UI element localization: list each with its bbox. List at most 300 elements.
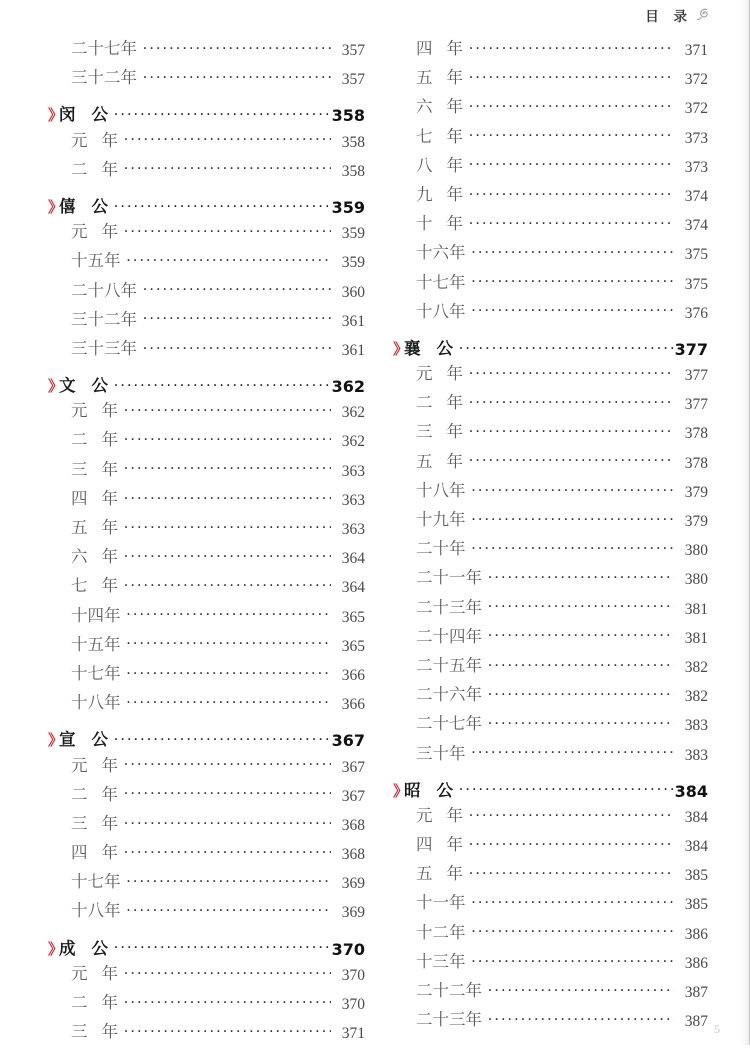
entry-title [404, 123, 463, 147]
section-marker-icon: 》 [393, 781, 409, 800]
dot-leader [143, 281, 331, 297]
right-column [375, 36, 750, 1048]
toc-entry-row[interactable] [48, 336, 365, 365]
page-number: 374 [684, 217, 708, 235]
entry-title [404, 35, 463, 59]
toc-entry-row[interactable] [48, 307, 365, 336]
dot-leader [488, 685, 674, 701]
entry-title: 二十七年 [71, 39, 137, 58]
dot-leader [472, 744, 675, 760]
toc-entry-row[interactable] [48, 36, 365, 65]
section-marker-icon: 》 [48, 106, 64, 125]
title-glyph: 年 [446, 393, 463, 413]
toc-entry-row[interactable] [393, 507, 708, 536]
page-number: 376 [684, 304, 708, 322]
entry-title: 三十二年 [71, 68, 137, 88]
page-number: 371 [341, 1025, 365, 1043]
toc-entry-row[interactable] [393, 211, 708, 240]
entry-title [59, 752, 118, 776]
page-number: 381 [684, 600, 708, 618]
page-number: 379 [684, 513, 708, 530]
toc-entry-row[interactable] [48, 248, 365, 277]
dot-leader [124, 964, 331, 980]
title-glyph: 成 [59, 938, 76, 958]
title-glyph: 二 [71, 784, 88, 804]
entry-title: 十五年 [71, 634, 121, 654]
title-glyph: 年 [101, 784, 118, 804]
page-title: 目 录 [645, 9, 692, 25]
title-glyph: 年 [101, 130, 118, 150]
toc-entry-row[interactable] [48, 898, 365, 927]
dot-leader [488, 981, 674, 997]
dot-leader [472, 923, 675, 939]
entry-title: 十八年 [416, 301, 466, 321]
title-glyph: 年 [101, 459, 118, 479]
toc-entry-row[interactable] [393, 653, 708, 682]
dot-leader [469, 156, 674, 172]
entry-title: 十二年 [416, 922, 466, 942]
entry-title: 十六年 [416, 243, 466, 263]
title-glyph: 年 [446, 214, 463, 234]
toc-entry-row[interactable] [393, 832, 708, 861]
dot-leader [488, 714, 674, 730]
title-glyph: 年 [446, 451, 463, 471]
page-number: 373 [684, 158, 708, 176]
title-glyph: 年 [101, 222, 118, 242]
page-number: 373 [684, 129, 708, 147]
toc-entry-row[interactable] [48, 690, 365, 719]
title-glyph: 年 [101, 488, 118, 508]
toc-entry-row[interactable] [393, 36, 708, 65]
page-number: 386 [684, 954, 708, 972]
entry-title: 十七年 [71, 872, 121, 892]
entry-title [404, 64, 463, 88]
page-number: 380 [684, 542, 708, 560]
dot-leader [488, 656, 674, 672]
page-number: 364 [341, 550, 365, 568]
title-glyph: 公 [91, 730, 108, 750]
toc-entry-row[interactable] [48, 840, 365, 869]
dot-leader [124, 430, 331, 446]
toc-entry-row[interactable] [393, 624, 708, 653]
dot-leader [469, 864, 674, 880]
title-glyph: 五 [416, 68, 433, 88]
page-number: 378 [684, 425, 708, 443]
title-glyph: 闵 [59, 105, 76, 125]
page-number: 380 [684, 571, 708, 589]
toc-entry-row[interactable] [48, 869, 365, 898]
title-glyph: 十 [416, 214, 433, 234]
toc-entry-row[interactable] [393, 449, 708, 478]
left-column [0, 36, 375, 1048]
page-number: 385 [684, 896, 708, 914]
title-glyph: 年 [446, 805, 463, 825]
title-glyph: 元 [71, 130, 88, 150]
toc-entry-row[interactable] [393, 536, 708, 565]
dot-leader [143, 310, 331, 326]
dot-leader [124, 843, 331, 859]
toc-entry-row[interactable] [48, 603, 365, 632]
dot-leader [459, 339, 674, 355]
title-glyph: 年 [101, 843, 118, 863]
dot-leader [127, 635, 332, 651]
entry-title [404, 448, 463, 472]
dot-leader [127, 693, 332, 709]
title-glyph: 年 [101, 430, 118, 450]
dot-leader [469, 393, 674, 409]
dot-leader [124, 814, 331, 830]
entry-title: 二十年 [416, 539, 466, 559]
toc-entry-row[interactable] [393, 949, 708, 978]
dot-leader [124, 160, 331, 176]
toc-entry-row[interactable] [393, 94, 708, 123]
page-number: 384 [684, 838, 708, 856]
entry-title [404, 152, 463, 176]
page-number: 374 [684, 187, 708, 205]
entry-title [59, 426, 118, 450]
dot-leader [127, 251, 332, 267]
page-number: 384 [684, 808, 708, 826]
entry-title: 十一年 [416, 893, 466, 913]
dot-leader [124, 1022, 331, 1038]
entry-title [59, 1018, 118, 1042]
entry-title [59, 485, 118, 509]
toc-entry-row[interactable] [393, 803, 708, 832]
dot-leader [124, 131, 331, 147]
toc-entry-row[interactable] [393, 595, 708, 624]
dot-leader [124, 785, 331, 801]
entry-title: 二十七年 [416, 714, 482, 734]
title-glyph: 年 [446, 39, 463, 58]
title-glyph: 年 [101, 401, 118, 421]
toc-entry-row[interactable] [48, 515, 365, 544]
dot-leader [469, 39, 674, 55]
entry-title: 二十二年 [416, 981, 482, 1000]
toc-entry-row[interactable] [48, 573, 365, 602]
entry-title [59, 781, 118, 805]
running-header [645, 5, 712, 25]
toc-entry-row[interactable] [48, 278, 365, 307]
page-number: 386 [684, 925, 708, 943]
toc-entry-row[interactable] [48, 486, 365, 515]
page-number: 363 [341, 491, 365, 509]
toc-entry-row[interactable] [48, 753, 365, 782]
entry-title [404, 389, 463, 413]
section-marker-icon: 》 [48, 731, 64, 750]
dot-leader [469, 97, 674, 113]
toc-entry-row[interactable] [48, 544, 365, 573]
title-glyph: 元 [71, 401, 88, 421]
entry-title [59, 127, 118, 151]
dot-leader [114, 376, 331, 392]
page-number: 381 [684, 629, 708, 647]
dot-leader [459, 781, 674, 797]
page-number: 358 [341, 133, 365, 151]
dot-leader [124, 460, 331, 476]
entry-title: 二十三年 [416, 597, 482, 617]
page-number: 359 [331, 197, 365, 217]
section-marker-icon: 》 [393, 339, 409, 358]
title-glyph: 年 [101, 813, 118, 833]
title-glyph: 僖 [59, 196, 76, 216]
entry-title: 十七年 [71, 663, 121, 683]
page-number: 383 [684, 717, 708, 735]
toc-entry-row[interactable] [393, 419, 708, 448]
dot-leader [124, 518, 331, 534]
page-number: 383 [684, 746, 708, 764]
page-number: 362 [341, 404, 365, 422]
title-glyph: 元 [416, 805, 433, 825]
toc-entry-row[interactable] [393, 861, 708, 890]
entry-title [404, 210, 463, 234]
page-number: 378 [684, 454, 708, 472]
page-number: 385 [684, 867, 708, 885]
title-glyph: 公 [91, 196, 108, 216]
dot-leader [472, 510, 675, 526]
page-number: 365 [341, 637, 365, 655]
entry-title: 二十四年 [416, 626, 482, 646]
entry-title [59, 543, 118, 567]
entry-title: 二十一年 [416, 568, 482, 588]
title-glyph: 二 [416, 393, 433, 413]
title-glyph: 元 [71, 963, 88, 983]
page-number: 372 [684, 100, 708, 118]
toc-entry-row[interactable] [393, 920, 708, 949]
toc-entry-row[interactable] [48, 632, 365, 661]
entry-title [59, 514, 118, 538]
dot-leader [124, 993, 331, 1009]
title-glyph: 七 [71, 576, 88, 596]
title-glyph: 年 [446, 864, 463, 884]
entry-title: 三十二年 [71, 309, 137, 329]
page-number: 377 [674, 339, 708, 359]
entry-title: 二十三年 [416, 1010, 482, 1030]
title-glyph: 年 [446, 422, 463, 442]
entry-title: 二十八年 [71, 280, 137, 300]
dot-leader [472, 481, 675, 497]
entry-title [59, 989, 118, 1013]
dot-leader [124, 547, 331, 563]
dot-leader [469, 185, 674, 201]
toc-entry-row[interactable] [393, 153, 708, 182]
title-glyph: 年 [101, 518, 118, 537]
page-number: 368 [341, 846, 365, 864]
page-number: 367 [341, 758, 365, 776]
section-marker-icon: 》 [48, 939, 64, 958]
dot-leader [469, 835, 674, 851]
dot-leader [472, 539, 675, 555]
entry-title: 三十三年 [71, 338, 137, 358]
toc-entry-row[interactable] [393, 1007, 708, 1036]
entry-title [59, 839, 118, 863]
toc-entry-row[interactable] [393, 890, 708, 919]
toc-entry-row[interactable] [393, 978, 708, 1007]
title-glyph: 八 [416, 155, 433, 175]
dot-leader [124, 222, 331, 238]
toc-entry-row[interactable] [48, 427, 365, 456]
page-number: 387 [684, 984, 708, 1001]
section-title [404, 777, 453, 801]
title-glyph: 五 [71, 518, 88, 537]
page-number: 369 [341, 875, 365, 893]
toc-entry-row[interactable] [393, 361, 708, 390]
toc-entry-row[interactable] [48, 661, 365, 690]
page-number: 375 [684, 275, 708, 293]
section-title [59, 101, 108, 125]
page-number: 387 [684, 1013, 708, 1031]
page-number: 382 [684, 658, 708, 676]
toc-entry-row[interactable] [393, 565, 708, 594]
dot-leader [124, 576, 331, 592]
entry-title [404, 831, 463, 855]
section-marker-icon: 》 [48, 377, 64, 396]
entry-title [59, 960, 118, 984]
title-glyph: 三 [416, 422, 433, 442]
page-number: 361 [341, 312, 365, 330]
section-title [404, 335, 453, 359]
dot-leader [469, 127, 674, 143]
entry-title: 三十年 [416, 743, 466, 763]
entry-title [404, 860, 463, 884]
title-glyph: 年 [446, 97, 463, 117]
title-glyph: 年 [446, 184, 463, 204]
page-number: 375 [684, 246, 708, 264]
toc-entry-row[interactable] [48, 961, 365, 990]
entry-title: 十八年 [71, 693, 121, 713]
toc-entry-row[interactable] [48, 811, 365, 840]
swirl-ornament-icon [695, 7, 712, 24]
page-number: 359 [341, 225, 365, 243]
toc-entry-row[interactable] [393, 478, 708, 507]
page-number: 369 [341, 904, 365, 922]
dot-leader [469, 452, 674, 468]
page-number: 357 [341, 71, 365, 89]
dot-leader [472, 302, 675, 318]
title-glyph: 二 [71, 159, 88, 179]
title-glyph: 年 [101, 159, 118, 179]
entry-title [404, 93, 463, 117]
page-number: 359 [341, 254, 365, 272]
entry-title [59, 218, 118, 242]
title-glyph: 元 [71, 222, 88, 242]
entry-title: 十七年 [416, 272, 466, 292]
title-glyph: 年 [446, 68, 463, 88]
page-number: 363 [341, 462, 365, 480]
title-glyph: 二 [71, 993, 88, 1012]
dot-leader [127, 872, 332, 888]
dot-leader [127, 901, 332, 917]
title-glyph: 年 [446, 155, 463, 175]
entry-title [59, 572, 118, 596]
toc-entry-row[interactable] [48, 457, 365, 486]
title-glyph: 三 [71, 1022, 88, 1042]
page-number: 367 [341, 787, 365, 805]
title-glyph: 四 [71, 843, 88, 863]
title-glyph: 年 [101, 755, 118, 775]
dot-leader [469, 68, 674, 84]
title-glyph: 四 [416, 835, 433, 855]
title-glyph: 公 [91, 105, 108, 125]
dot-leader [143, 68, 331, 84]
page-number: 379 [684, 483, 708, 501]
title-glyph: 年 [446, 364, 463, 384]
entry-title: 十九年 [416, 510, 466, 529]
toc-entry-row[interactable] [393, 124, 708, 153]
dot-leader [472, 893, 675, 909]
dot-leader [124, 401, 331, 417]
section-title [59, 726, 108, 750]
toc-entry-row[interactable] [48, 782, 365, 811]
page-number: 364 [341, 579, 365, 597]
page-number: 361 [341, 341, 365, 359]
page-number: 363 [341, 521, 365, 538]
toc-entry-row[interactable] [393, 65, 708, 94]
title-glyph: 公 [91, 376, 108, 396]
dot-leader [114, 105, 331, 121]
dot-leader [127, 606, 332, 622]
entry-title: 十四年 [71, 605, 121, 625]
title-glyph: 公 [91, 938, 108, 958]
toc-entry-row[interactable] [393, 682, 708, 711]
toc-entry-row[interactable] [393, 390, 708, 419]
dot-leader [114, 730, 331, 746]
page-number: 362 [341, 433, 365, 451]
entry-title [404, 360, 463, 384]
toc-entry-row[interactable] [48, 219, 365, 248]
page-number: 365 [341, 608, 365, 626]
toc-entry-row[interactable] [48, 128, 365, 157]
toc-entry-row[interactable] [48, 990, 365, 1019]
toc-entry-row[interactable] [393, 741, 708, 770]
folio-number: 5 [714, 1022, 720, 1036]
entry-title: 十五年 [71, 251, 121, 271]
title-glyph: 公 [436, 338, 453, 358]
toc-entry-row[interactable] [393, 711, 708, 740]
title-glyph: 三 [71, 813, 88, 833]
toc-entry-row[interactable] [48, 398, 365, 427]
title-glyph: 襄 [404, 338, 421, 358]
toc-entry-row[interactable] [393, 270, 708, 299]
toc-entry-row[interactable] [393, 299, 708, 328]
page-number: 368 [341, 816, 365, 834]
section-title [59, 372, 108, 396]
title-glyph: 三 [71, 459, 88, 479]
toc-entry-row[interactable] [48, 157, 365, 186]
title-glyph: 公 [436, 780, 453, 800]
title-glyph: 年 [446, 126, 463, 146]
title-glyph: 六 [416, 97, 433, 117]
page-number: 377 [684, 367, 708, 385]
page-number: 384 [674, 781, 708, 801]
entry-title [404, 418, 463, 442]
entry-title: 十八年 [71, 901, 121, 921]
toc-entry-row[interactable] [48, 65, 365, 94]
dot-leader [143, 339, 331, 355]
dot-leader [488, 627, 674, 643]
page-number: 358 [341, 162, 365, 180]
toc-entry-row[interactable] [48, 1019, 365, 1048]
title-glyph: 四 [416, 39, 433, 58]
dot-leader [143, 39, 331, 55]
title-glyph: 年 [101, 576, 118, 596]
page-number: 366 [341, 696, 365, 714]
dot-leader [472, 273, 675, 289]
toc-entry-row[interactable] [393, 240, 708, 269]
title-glyph: 年 [101, 547, 118, 567]
dot-leader [488, 598, 674, 614]
toc-entry-row[interactable] [393, 182, 708, 211]
entry-title [59, 456, 118, 480]
